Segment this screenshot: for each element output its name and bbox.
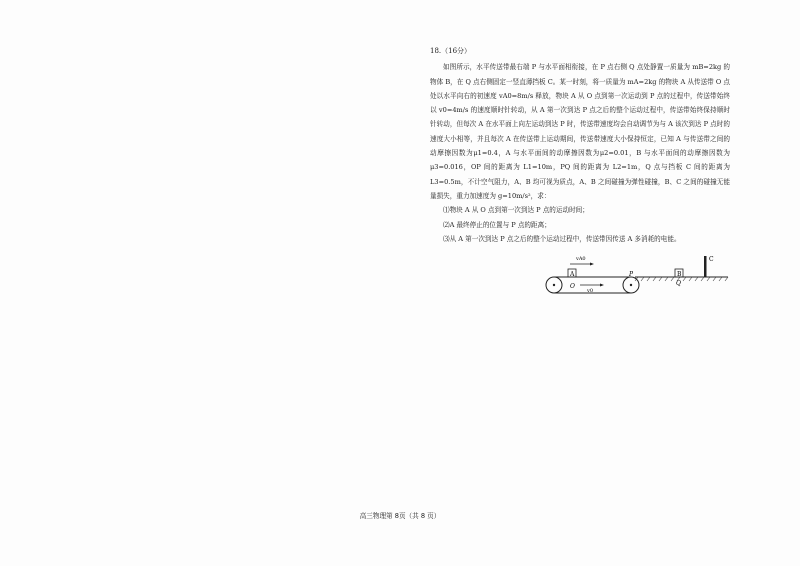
problem-18	[430, 44, 730, 246]
problem-body: 如图所示，水平传送带最右端 P 与水平面相衔接，在 P 点右侧 Q 点处静置一质量为 mB=2kg 的物体 B，在 Q 点右侧固定一竖直薄挡板 C。某一时刻，将一质量为 mA=2kg 的物块 A 从传送带 O 点处以水平向右的初速度 vA0=8m/s 释放，物块 A 从 O 点到第一次运动到 P 点的过程中，传送带始终以 v0=4m/s 的速度顺时针转动，从 A 第一次到达 P 点之后的整个运动过程中，传送带始终保持顺时针转动，但每次 A 在水平面上向左运动到达 P 时，传送带速度均会自动调节为与 A 该次到达 P 点时的速度大小相等，并且每次 A 在传送带上运动期间，传送带速度大小保持恒定，已知 A 与传送带之间的动摩擦因数为μ1=0.4，A 与水平面间的动摩擦因数为μ2=0.01，B 与水平面间的动摩擦因数为μ3=0.016，OP 间的距离为 L1=10m，PQ 间的距离为 L2=1m，Q 点与挡板 C 间的距离为 L3=0.5m，不计空气阻力，A、B 均可视为质点，A、B 之间碰撞为弹性碰撞，B、C 之间的碰撞无能量损失，重力加速度为 g=10m/s²，求：	[430, 63, 730, 200]
va0-arrowhead	[590, 263, 594, 266]
label-p: P	[629, 271, 634, 278]
page-footer: 高三物理第 8页（共 8 页）	[359, 512, 441, 520]
conveyor-diagram	[540, 252, 730, 302]
ground-hatching	[635, 277, 728, 281]
label-q: Q	[676, 280, 681, 287]
label-b: B	[677, 271, 682, 278]
label-c: C	[709, 256, 714, 263]
question-3: ⑶从 A 第一次到达 P 点之后的整个运动过程中，传送带因传送 A 多消耗的电能。	[443, 234, 681, 243]
label-a: A	[570, 271, 575, 278]
right-pulley-axle	[630, 284, 632, 286]
barrier-c	[704, 256, 707, 277]
v0-arrowhead	[600, 284, 604, 287]
conveyor-figure	[540, 252, 730, 302]
problem-heading: 18.（16分）	[430, 47, 472, 55]
question-1: ⑴物块 A 从 O 点到第一次到达 P 点的运动时间；	[443, 206, 589, 215]
label-v0: v0	[587, 288, 594, 294]
label-va0: vA0	[576, 256, 586, 262]
left-pulley-axle	[553, 284, 555, 286]
question-2: ⑵A 最终停止的位置与 P 点的距离；	[443, 220, 551, 229]
label-o: O	[570, 283, 575, 290]
